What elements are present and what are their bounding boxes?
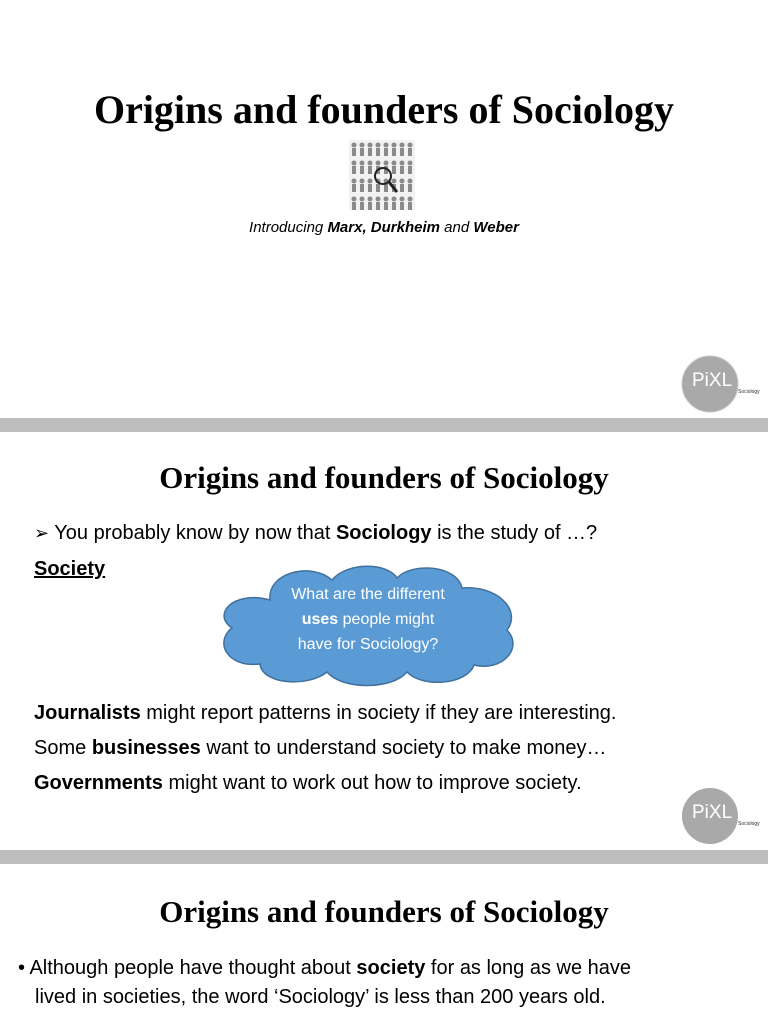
cloud-line-2 — [212, 607, 524, 632]
slide-1 — [0, 0, 768, 418]
use-businesses-rest: want to understand society to make money… — [200, 737, 607, 759]
use-governments — [34, 772, 582, 795]
slide-3-bullet-1 — [18, 954, 631, 1012]
pixl-logo — [681, 355, 767, 413]
use-journalists — [34, 702, 616, 725]
slide-separator-1 — [0, 418, 768, 432]
use-journalists-rest: might report patterns in society if they are interesting. — [140, 702, 617, 724]
dot-bullet-icon: • — [18, 957, 26, 979]
use-businesses-pre: Some — [34, 737, 92, 759]
cloud-line-2-rest: people might — [338, 611, 435, 628]
cloud-line-1: What are the different — [291, 586, 445, 603]
question-bullet — [34, 522, 597, 545]
slide-2-title: Origins and founders of Sociology — [159, 460, 609, 495]
answer-society: Society — [34, 558, 106, 580]
question-bold: Sociology — [335, 522, 432, 544]
use-governments-rest: might want to work out how to improve society. — [162, 772, 582, 794]
question-post: is the study of …? — [431, 522, 598, 544]
use-journalists-bold: Journalists — [34, 702, 141, 724]
p1-post: for as long as we have — [425, 957, 632, 979]
cloud-line-3: have for Sociology? — [297, 636, 439, 653]
slide-1-title: Origins and founders of Sociology — [93, 87, 675, 132]
cloud-line-2-bold: uses — [301, 611, 339, 628]
use-businesses — [34, 737, 607, 760]
question-pre: You probably know by now that — [54, 522, 336, 544]
crowd-magnifier-icon — [349, 140, 415, 210]
slide-3-bullet-1-line-2: lived in societies, the word ‘Sociology’ is less than 200 years old. — [35, 986, 606, 1008]
slide-separator-2 — [0, 850, 768, 864]
slide-3 — [0, 864, 768, 1024]
use-businesses-bold: businesses — [91, 737, 201, 759]
pixl-logo-2 — [681, 787, 767, 845]
slide-3-title: Origins and founders of Sociology — [159, 894, 609, 929]
subtitle-name-2: Weber — [473, 219, 519, 236]
thought-cloud-text — [212, 582, 524, 657]
pixl-logo-subtext: Sociology — [738, 821, 760, 827]
subtitle-name-1: Marx, Durkheim — [327, 219, 440, 236]
pixl-logo-text: PiXL — [692, 802, 733, 823]
use-governments-bold: Governments — [34, 772, 163, 794]
p1-bold: society — [356, 957, 426, 979]
slide-1-subtitle — [0, 219, 768, 236]
pixl-logo-text: PiXL — [692, 370, 733, 391]
subtitle-mid: and — [439, 219, 474, 236]
p1-pre: Although people have thought about — [29, 957, 357, 979]
slide-3-bullet-1-line-1 — [18, 954, 631, 983]
slide-2 — [0, 432, 768, 850]
subtitle-prefix: Introducing — [249, 219, 328, 236]
arrow-bullet-icon: ➢ — [34, 523, 50, 543]
pixl-logo-subtext: Sociology — [738, 389, 760, 395]
